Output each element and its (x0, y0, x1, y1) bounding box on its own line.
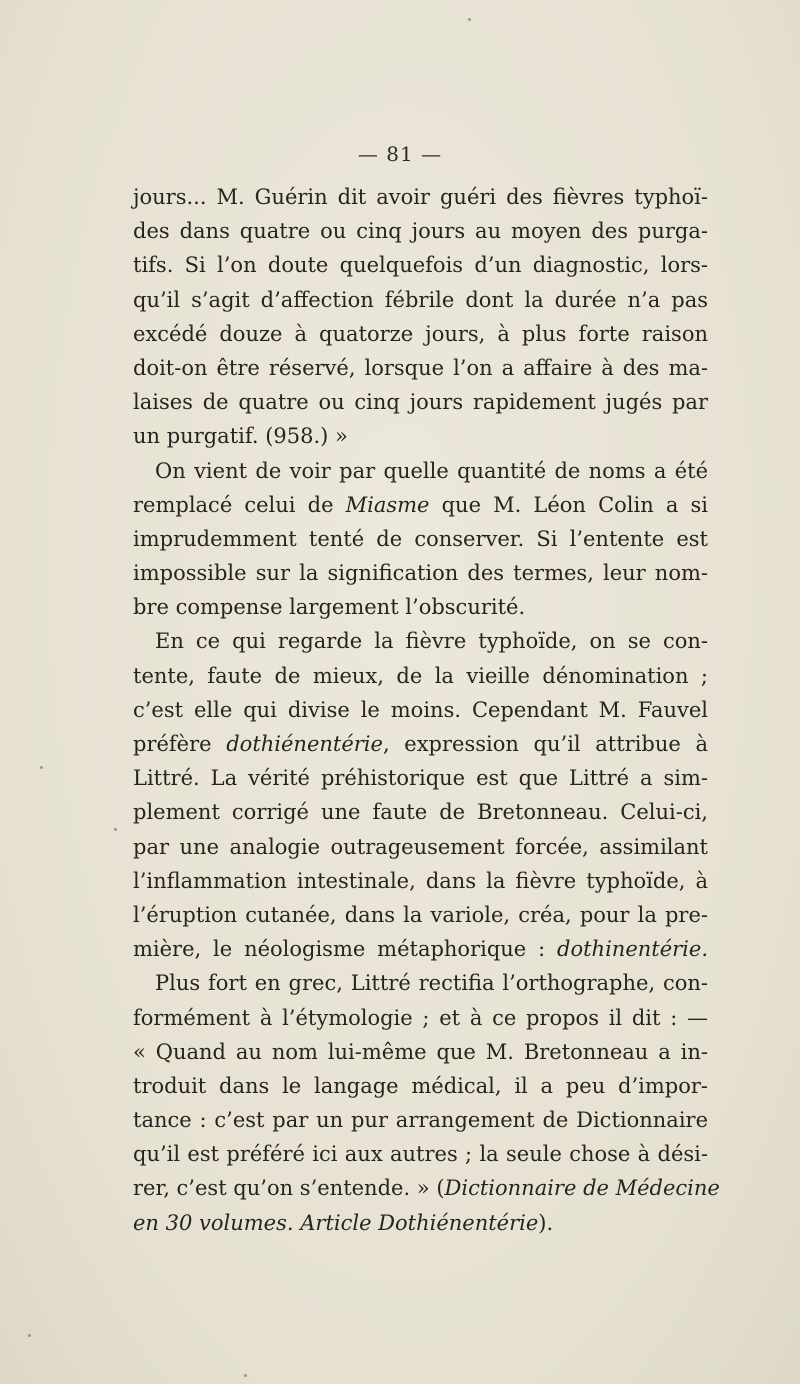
paper-speck (40, 766, 43, 769)
paper-speck (244, 1374, 247, 1377)
text-run: ). (538, 1210, 554, 1235)
text-run: formément à l’étymologie ; et à ce propos il dit : — (133, 1005, 708, 1030)
text-run: Plus fort en grec, Littré rectifia l’orthographe, con- (155, 971, 708, 996)
text-run: jours... M. Guérin dit avoir guéri des fièvres typhoï- (133, 185, 708, 209)
text-line (133, 1137, 708, 1171)
text-run: excédé douze à quatorze jours, à plus forte raison (133, 321, 708, 346)
italic-text: dothinentérie. (557, 937, 708, 962)
text-line (133, 180, 708, 214)
text-line (133, 1001, 708, 1035)
text-run: l’éruption cutanée, dans la variole, créa, pour la pre- (133, 902, 708, 927)
text-run: tente, faute de mieux, de la vieille dénomination ; (133, 663, 708, 688)
text-line (133, 488, 708, 522)
text-run: qu’il est préféré ici aux autres ; la seule chose à dési- (133, 1142, 708, 1167)
text-line (133, 864, 708, 898)
text-line (133, 590, 708, 624)
text-line (133, 659, 708, 693)
text-run: En ce qui regarde la fièvre typhoïde, on se con- (155, 629, 708, 654)
text-run: mière, le néologisme métaphorique : (133, 937, 558, 962)
page-number: — 81 — (357, 142, 443, 166)
italic-text: dothiénentérie (226, 732, 383, 756)
text-line (133, 1103, 708, 1137)
text-run: un purgatif. (958.) » (133, 424, 348, 449)
text-line (133, 317, 708, 351)
text-run: , expression qu’il attribue à (382, 732, 708, 756)
text-line (133, 248, 708, 282)
text-line (133, 795, 708, 829)
text-run: par une analogie outrageusement forcée, assimilant (133, 834, 708, 859)
text-run: remplacé celui de (133, 492, 346, 517)
paper-speck (468, 18, 471, 21)
italic-text: Dictionnaire de Médecine (444, 1176, 720, 1201)
text-run: tifs. Si l’on doute quelquefois d’un diagnostic, lors- (133, 253, 708, 278)
text-line (133, 1069, 708, 1103)
text-line (133, 385, 708, 419)
text-run: On vient de voir par quelle quantité de noms a été (155, 458, 708, 483)
body-text (133, 180, 720, 1240)
text-line (133, 419, 708, 453)
text-run: que M. Léon Colin a si (429, 492, 708, 517)
text-line (133, 830, 708, 864)
paper-speck (114, 828, 117, 831)
text-line (133, 932, 708, 966)
text-line (133, 522, 708, 556)
text-run: tance : c’est par un pur arrangement de Dictionnaire (133, 1108, 708, 1133)
text-run: rer, c’est qu’on s’entende. » ( (133, 1176, 445, 1201)
text-run: l’inflammation intestinale, dans la fièvre typhoïde, à (133, 868, 708, 893)
italic-text: en 30 volumes. Article Dothiénentérie (133, 1210, 539, 1235)
text-line (133, 454, 708, 488)
text-run: c’est elle qui divise le moins. Cependant M. Fauvel (133, 697, 708, 722)
text-run: « Quand au nom lui-même que M. Bretonneau a in- (133, 1039, 708, 1064)
italic-text: Miasme (345, 492, 430, 517)
text-line (133, 1171, 720, 1205)
text-run: bre compense largement l’obscurité. (133, 595, 526, 620)
text-line (133, 966, 708, 1000)
text-run: laises de quatre ou cinq jours rapidement jugés par (133, 390, 708, 415)
text-line (133, 898, 708, 932)
text-run: plement corrigé une faute de Bretonneau. Celui-ci, (133, 800, 708, 825)
text-line (133, 1206, 708, 1240)
text-line (133, 556, 708, 590)
text-run: imprudemment tenté de conserver. Si l’entente est (133, 526, 708, 551)
text-line (133, 727, 708, 761)
text-line (133, 1035, 708, 1069)
text-line (133, 351, 708, 385)
paper-speck (28, 1334, 31, 1337)
text-run: préfère (133, 732, 227, 756)
text-line (133, 761, 708, 795)
text-run: Littré. La vérité préhistorique est que Littré a sim- (133, 766, 708, 791)
text-line (133, 283, 708, 317)
text-line (133, 214, 708, 248)
text-run: qu’il s’agit d’affection fébrile dont la durée n’a pas (133, 287, 708, 312)
text-run: doit-on être réservé, lorsque l’on a affaire à des ma- (133, 355, 708, 380)
text-run: des dans quatre ou cinq jours au moyen des purga- (133, 219, 708, 244)
text-line (133, 693, 708, 727)
text-line (133, 624, 708, 658)
text-run: impossible sur la signification des termes, leur nom- (133, 561, 708, 586)
text-run: troduit dans le langage médical, il a peu d’impor- (133, 1073, 708, 1098)
